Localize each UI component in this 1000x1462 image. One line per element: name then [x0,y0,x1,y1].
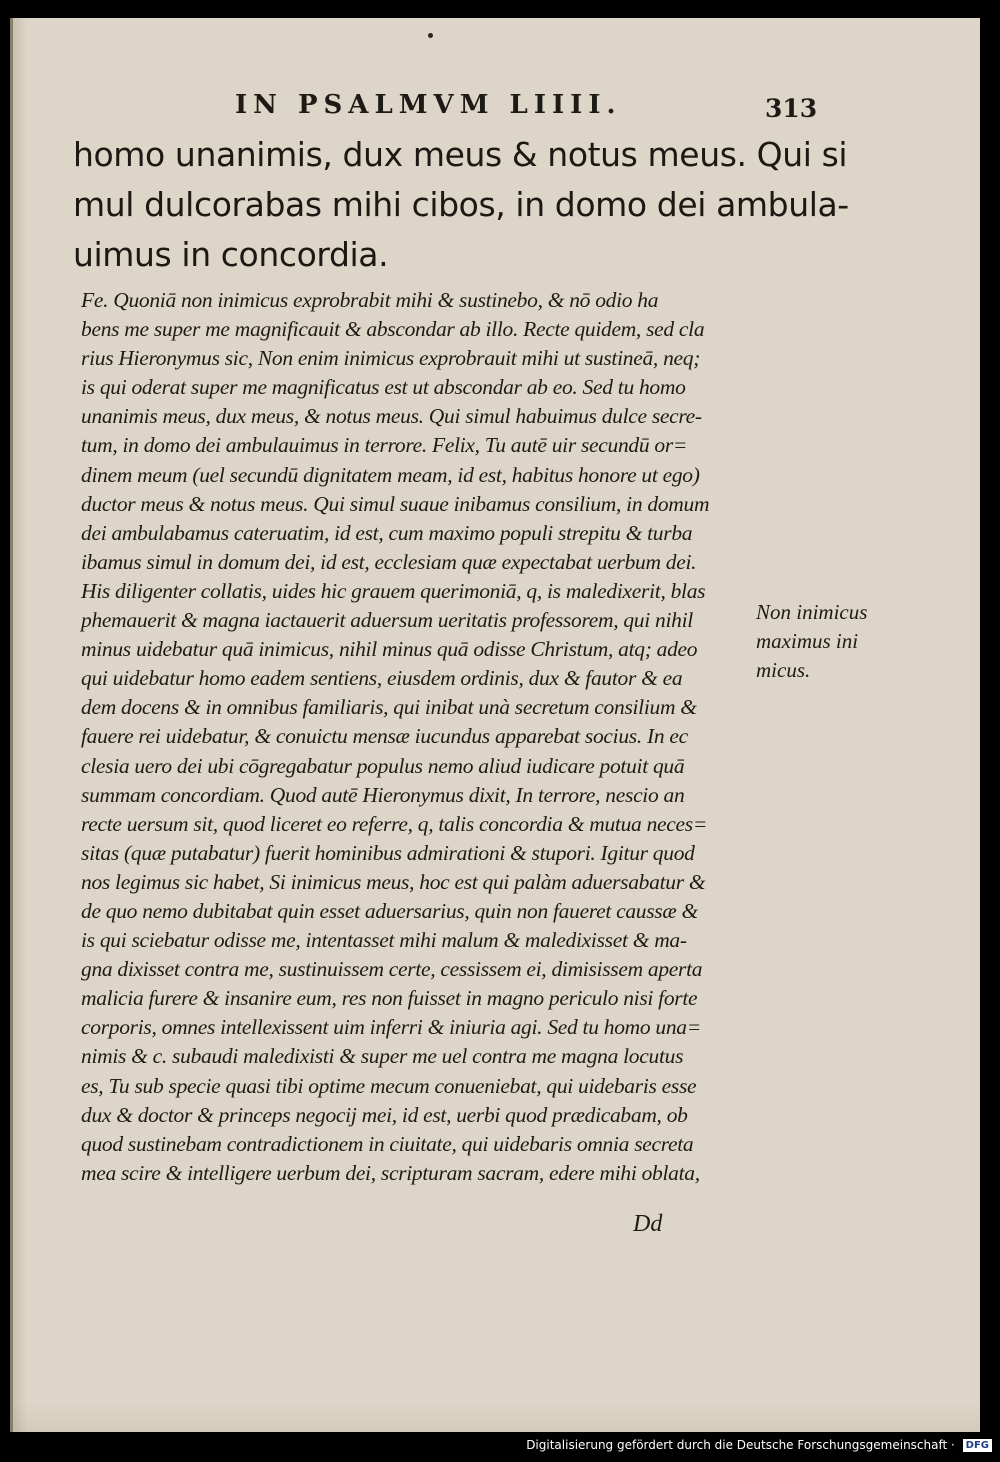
verse-line: homo unanimis, dux meus & notus meus. Qui si [73,135,848,174]
margin-note-line: Non inimicus [756,600,868,624]
dfg-logo: DFG [963,1439,992,1452]
text-line: Fe. Quoniā non inimicus exprobrabit mihi & sustinebo, & nō odio ha [81,288,659,312]
text-line: es, Tu sub specie quasi tibi optime mecum conueniebat, qui uidebaris esse [81,1073,697,1098]
text-line: sitas (quæ putabatur) fuerit hominibus admirationi & stupori. Igitur quod [81,840,695,865]
folio-number: 313 [765,94,818,123]
margin-note-line: maximus ini [756,629,859,653]
text-line: dem docens & in omnibus familiaris, qui inibat unà secretum consilium & [81,695,697,720]
text-line: phemauerit & magna iactauerit aduersum ueritatis professorem, qui nihil [81,608,693,633]
text-line: ductor meus & notus meus. Qui simul suaue inibamus consilium, in domum [81,491,710,516]
text-line: dei ambulabamus cateruatim, id est, cum maximo populi strepitu & turba [81,520,693,545]
running-head: IN PSALMVM LIIII. [235,90,622,120]
text-line: mea scire & intelligere uerbum dei, scripturam sacram, edere mihi oblata, [81,1160,700,1185]
text-line: is qui oderat super me magnificatus est ut abscondar ab eo. Sed tu homo [81,375,686,400]
text-line: recte uersum sit, quod liceret eo referre, q, talis concordia & mutua neces= [81,811,708,836]
text-line: fauere rei uidebatur, & conuictu mensæ iucundus apparebat socius. In ec [81,724,688,749]
credit-text: Digitalisierung gefördert durch die Deutsche Forschungsgemeinschaft · [526,1438,955,1452]
text-line: ibamus simul in domum dei, id est, ecclesiam quæ expectabat uerbum dei. [81,549,697,574]
text-line: nos legimus sic habet, Si inimicus meus, hoc est qui palàm aduersabatur & [81,869,706,894]
text-line: qui uidebatur homo eadem sentiens, eiusdem ordinis, dux & fautor & ea [81,666,683,691]
verse-line: uimus in concordia. [73,235,389,274]
text-line: corporis, omnes intellexissent uim inferri & iniuria agi. Sed tu homo una= [81,1015,701,1040]
digitization-credit [526,1438,992,1452]
text-line: is qui sciebatur odisse me, intentasset mihi malum & maledixisset & ma- [81,928,687,953]
text-line: quod sustinebam contradictionem in ciuitate, qui uidebaris omnia secreta [81,1131,694,1156]
text-line: minus uidebatur quā inimicus, nihil minus quā odisse Christum, atq; adeo [81,637,698,662]
text-line: tum, in domo dei ambulauimus in terrore. Felix, Tu autē uir secundū or= [81,433,688,458]
text-line: gna dixisset contra me, sustinuissem certe, cessissem ei, dimisissem aperta [81,957,703,982]
text-line: dux & doctor & princeps negocij mei, id est, uerbi quod prædicabam, ob [81,1102,688,1127]
text-line: nimis & c. subaudi maledixisti & super me uel contra me magna locutus [81,1044,684,1069]
text-line: clesia uero dei ubi cōgregabatur populus nemo aliud iudicare potuit quā [81,753,685,778]
text-line: His diligenter collatis, uides hic grauem querimoniā, q, is maledixerit, blas [81,578,706,603]
margin-note [756,598,867,685]
text-line: de quo nemo dubitabat quin esset aduersarius, quin non faueret caussæ & [81,898,698,923]
text-line: unanimis meus, dux meus, & notus meus. Qui simul habuimus dulce secre- [81,404,702,429]
verse-line: mul dulcorabas mihi cibos, in domo dei ambula- [73,185,849,224]
book-page [10,18,980,1432]
text-line: malicia furere & insanire eum, res non fuisset in magno periculo nisi forte [81,986,698,1011]
text-line: rius Hieronymus sic, Non enim inimicus exprobrauit mihi ut sustineā, neq; [81,346,701,371]
signature-mark: Dd [633,1211,663,1237]
page-mark [428,33,433,38]
margin-note-line: micus. [756,658,811,682]
commentary-text [81,286,781,1188]
text-line: dinem meum (uel secundū dignitatem meam, id est, habitus honore ut ego) [81,462,700,487]
psalm-verse [73,130,849,280]
text-line: bens me super me magnificauit & abscondar ab illo. Recte quidem, sed cla [81,317,705,342]
text-line: summam concordiam. Quod autē Hieronymus dixit, In terrore, nescio an [81,782,685,807]
